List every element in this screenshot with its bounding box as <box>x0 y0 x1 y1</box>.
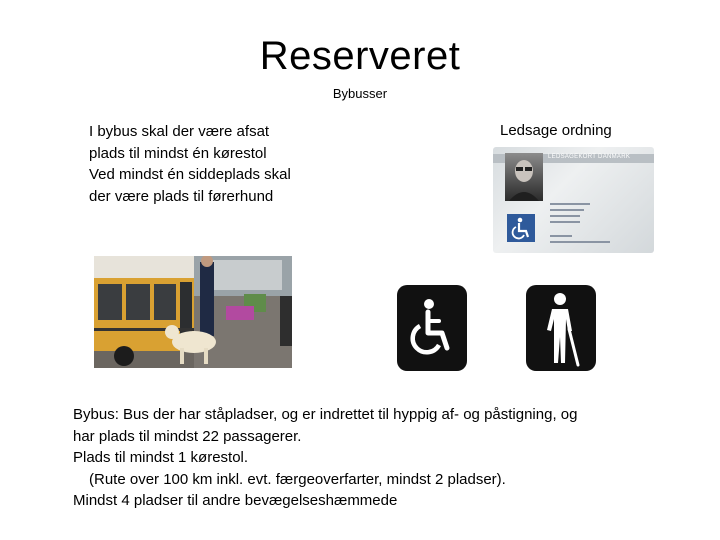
portrait-icon <box>505 153 543 201</box>
bus-guide-dog-photo <box>94 256 292 368</box>
left-text-line: Ved mindst én siddeplads skal <box>89 166 291 183</box>
left-text-line: plads til mindst én kørestol <box>89 144 267 162</box>
bus-scene-illustration <box>94 256 292 368</box>
bottom-text-line: Plads til mindst 1 kørestol. <box>73 449 249 466</box>
ledsage-heading: Ledsage ordning <box>500 122 612 139</box>
wheelchair-icon <box>397 285 467 371</box>
left-text-line: der være plads til førerhund <box>89 187 274 205</box>
bottom-text-line: Mindst 4 pladser til andre bevægelseshæmmede <box>73 492 398 509</box>
bottom-text-line: har plads til mindst 22 passagerer. <box>73 427 302 445</box>
card-portrait-photo <box>505 153 543 201</box>
slide-subtitle: Bybusser <box>332 86 388 101</box>
left-text-line: I bybus skal der være afsat <box>89 123 270 140</box>
card-header-text: LEDSAGEKORT DANMARK <box>548 154 631 160</box>
slide-title: Reserveret <box>259 34 461 78</box>
card-wheelchair-icon <box>507 214 535 242</box>
person-with-cane-icon <box>526 285 596 371</box>
bottom-text-line: (Rute over 100 km inkl. evt. færgeoverfarter, mindst 2 pladser). <box>89 470 506 488</box>
bottom-text-block <box>73 404 673 512</box>
bottom-text-line: Bybus: Bus der har ståpladser, og er indrettet til hyppig af- og påstigning, og <box>73 406 578 423</box>
left-text-block <box>89 121 329 207</box>
